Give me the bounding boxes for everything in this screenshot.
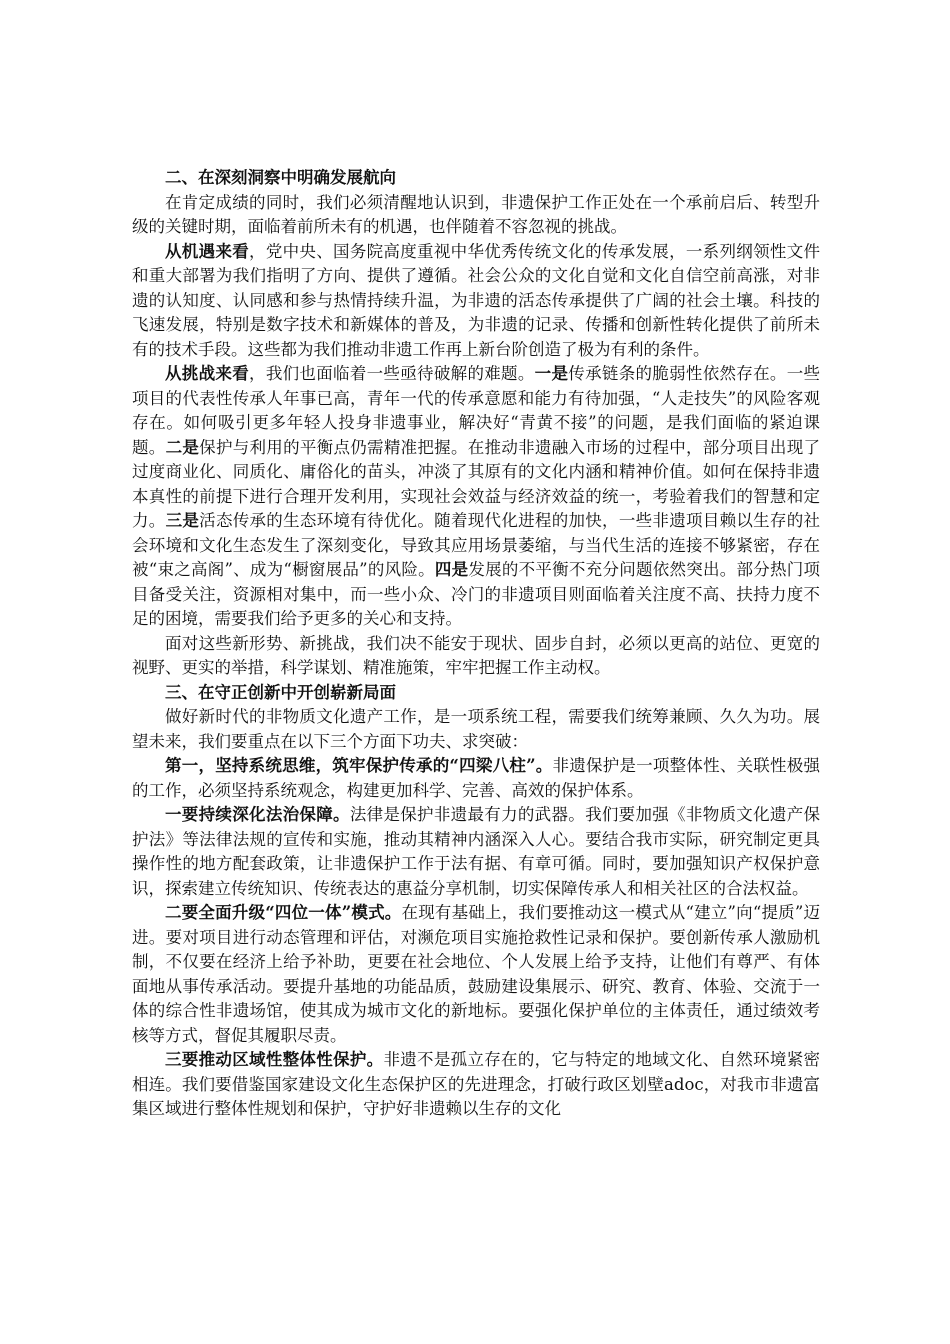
paragraph-text: 活态传承的生态环境有待优化。随着现代化进程的加快，一些非遗项目赖以生存的社会环境和文化生态发生了深刻变化，导致其应用场景萎缩，与当代生活的连接不够紧密，存在被“束之高阁”、成为“橱窗展品”的风险。 (132, 511, 821, 579)
document-page (132, 166, 820, 1122)
paragraph-text: 做好新时代的非物质文化遗产工作，是一项系统工程，需要我们统筹兼顾、久久为功。展望未来，我们要重点在以下三个方面下功夫、求突破： (132, 707, 820, 751)
paragraph-challenges (132, 362, 820, 632)
point-marker-4: 四是 (434, 560, 469, 579)
paragraph-rule-of-law (132, 803, 820, 901)
point-marker-2: 二是 (165, 437, 200, 457)
paragraph-lead: 从机遇来看 (165, 241, 250, 261)
paragraph-text: 非遗不是孤立存在的，它与特定的地域文化、自然环境紧密相连。我们要借鉴国家建设文化生态保护区的先进理念，打破行政区划壁adoc，对我市非遗富集区域进行整体性规划和保护，守护好非遗赖以生存的文化 (132, 1050, 821, 1118)
section-heading-2: 二、在深刻洞察中明确发展航向 (165, 168, 396, 187)
paragraph-first-point (132, 754, 820, 803)
paragraph-outlook (132, 705, 820, 754)
paragraph-text: 传承链条的脆弱性依然存在。一些项目的代表性传承人年事已高，青年一代的传承意愿和能力有待加强，“人走技失”的风险客观存在。如何吸引更多年轻人投身非遗事业，解决好“青黄不接”的问题，是我们面临的紧迫课题。 (132, 364, 821, 457)
paragraph-text: 发展的不平衡不充分问题依然突出。部分热门项目备受关注，资源相对集中，而一些小众、冷门的非遗项目则面临着关注度不高、扶持力度不足的困境，需要我们给予更多的关心和支持。 (132, 560, 821, 628)
paragraph-text: 保护与利用的平衡点仍需精准把握。在推动非遗融入市场的过程中，部分项目出现了过度商业化、同质化、庸俗化的苗头，冲淡了其原有的文化内涵和精神价值。如何在保持非遗本真性的前提下进行合理开发利用，实现社会效益与经济效益的统一，考验着我们的智慧和定力。 (132, 437, 821, 530)
paragraph-lead: 一要持续深化法治保障。 (165, 805, 350, 824)
point-marker-3: 三是 (165, 511, 200, 530)
section-heading-3: 三、在守正创新中开创崭新局面 (165, 682, 396, 702)
paragraph-lead: 二要全面升级“四位一体”模式。 (165, 903, 402, 922)
paragraph-intro (132, 191, 820, 240)
paragraph-text: ，我们也面临着一些亟待破解的难题。 (249, 364, 535, 383)
point-marker-1: 一是 (534, 364, 569, 383)
paragraph-regional-protection (132, 1048, 820, 1122)
paragraph-response (132, 632, 820, 681)
paragraph-lead: 第一，坚持系统思维，筑牢保护传承的“四梁八柱”。 (165, 756, 553, 775)
paragraph-four-in-one (132, 901, 820, 1048)
paragraph-text: 法律是保护非遗最有力的武器。我们要加强《非物质文化遗产保护法》等法律法规的宣传和实施，推动其精神内涵深入人心。要结合我市实际，研究制定更具操作性的地方配套政策，让非遗保护工作于法有据、有章可循。同时，要加强知识产权保护意识，探索建立传统知识、传统表达的惠益分享机制，切实保障传承人和相关社区的合法权益。 (132, 805, 821, 898)
paragraph-lead: 从挑战来看 (165, 364, 250, 383)
paragraph-text: 面对这些新形势、新挑战，我们决不能安于现状、固步自封，必须以更高的站位、更宽的视野、更实的举措，科学谋划、精准施策，牢牢把握工作主动权。 (132, 633, 820, 677)
paragraph-text: 在现有基础上，我们要推动这一模式从“建立”向“提质”迈进。要对项目进行动态管理和评估，对濒危项目实施抢救性记录和保护。要创新传承人激励机制，不仅要在经济上给予补助，更要在社会地位、个人发展上给予支持，让他们有尊严、有体面地从事传承活动。要提升基地的功能品质，鼓励建设集展示、研究、教育、体验、交流于一体的综合性非遗场馆，使其成为城市文化的新地标。要强化保护单位的主体责任，通过绩效考核等方式，督促其履职尽责。 (132, 903, 820, 1045)
paragraph-text: 非遗保护是一项整体性、关联性极强的工作，必须坚持系统观念，构建更加科学、完善、高效的保护体系。 (132, 756, 820, 800)
paragraph-opportunities (132, 240, 820, 363)
paragraph-text: 在肯定成绩的同时，我们必须清醒地认识到，非遗保护工作正处在一个承前启后、转型升级的关键时期，面临着前所未有的机遇，也伴随着不容忽视的挑战。 (132, 192, 820, 236)
paragraph-text: ，党中央、国务院高度重视中华优秀传统文化的传承发展，一系列纲领性文件和重大部署为我们指明了方向、提供了遵循。社会公众的文化自觉和文化自信空前高涨，对非遗的认知度、认同感和参与热情持续升温，为非遗的活态传承提供了广阔的社会土壤。科技的飞速发展，特别是数字技术和新媒体的普及，为非遗的记录、传播和创新性转化提供了前所未有的技术手段。这些都为我们推动非遗工作再上新台阶创造了极为有利的条件。 (132, 241, 821, 359)
paragraph-lead: 三要推动区域性整体性保护。 (165, 1050, 384, 1069)
